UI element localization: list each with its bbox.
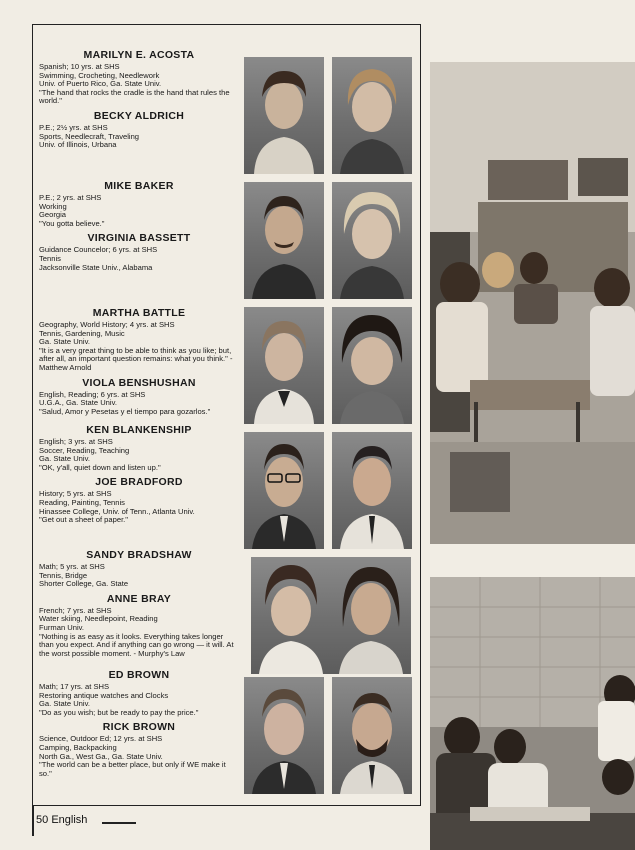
- faculty-name: MARILYN E. ACOSTA: [83, 49, 195, 61]
- classroom-photo: [430, 577, 635, 850]
- faculty-info: Univ. of Puerto Rico, Ga. State Univ.: [39, 79, 162, 89]
- faculty-text-group: [39, 669, 239, 778]
- faculty-info: U.G.A., Ga. State Univ.: [39, 398, 117, 408]
- section-label: English: [51, 814, 88, 826]
- faculty-quote: "Do as you wish; but be ready to pay the price.": [39, 707, 199, 717]
- faculty-info: Geography, World History; 4 yrs. at SHS: [39, 320, 175, 329]
- faculty-info: Hinassee College, Univ. of Tenn., Atlanta Univ.: [39, 506, 195, 516]
- portrait-photo: [331, 557, 411, 674]
- faculty-info: English; 3 yrs. at SHS: [39, 437, 113, 446]
- page-footer: [36, 814, 87, 826]
- faculty-quote: "Nothing is as easy as it looks. Everything takes longer than you expect. And if anything can go wrong — it will. At the worst possible moment. - Murphy's Law: [39, 631, 234, 658]
- faculty-info: Ga. State Univ.: [39, 699, 90, 709]
- faculty-info: Restoring antique watches and Clocks: [39, 690, 169, 700]
- faculty-name: VIOLA BENSHUSHAN: [82, 376, 196, 389]
- faculty-quote: "The hand that rocks the cradle is the hand that rules the world.": [39, 87, 230, 106]
- faculty-info: Reading, Painting, Tennis: [39, 497, 125, 507]
- portrait-photo: [244, 307, 324, 424]
- faculty-info: Ga. State Univ.: [39, 454, 90, 464]
- faculty-info: Furman Univ.: [39, 622, 85, 632]
- faculty-quote: "OK, y'all, quiet down and listen up.": [39, 462, 161, 472]
- faculty-name: ANNE BRAY: [106, 592, 172, 605]
- faculty-name: BECKY ALDRICH: [93, 109, 185, 122]
- faculty-info: Swimming, Crocheting, Needlework: [39, 70, 160, 80]
- faculty-info: P.E.; 2½ yrs. at SHS: [39, 122, 108, 132]
- faculty-text-group: [39, 549, 239, 658]
- portrait-photo: [244, 677, 324, 794]
- faculty-info: Tennis: [39, 253, 61, 263]
- portrait-photo: [244, 57, 324, 174]
- faculty-info: English, Reading; 6 yrs. at SHS: [39, 389, 146, 399]
- faculty-info: North Ga., West Ga., Ga. State Univ.: [39, 751, 163, 761]
- portrait-photo: [332, 57, 412, 174]
- faculty-name: MARTHA BATTLE: [92, 307, 186, 319]
- footer-rule: [102, 822, 136, 824]
- faculty-info: Water skiing, Needlepoint, Reading: [39, 614, 158, 624]
- portrait-photo: [244, 432, 324, 549]
- faculty-quote: "You gotta believe.": [39, 218, 105, 228]
- faculty-info: Science, Outdoor Ed; 12 yrs. at SHS: [39, 734, 163, 744]
- classroom-photo: [430, 62, 635, 544]
- faculty-quote: "Get out a sheet of paper.": [39, 515, 128, 525]
- portrait-photo: [332, 307, 412, 424]
- faculty-name: VIRGINIA BASSETT: [87, 232, 191, 245]
- faculty-info: French; 7 yrs. at SHS: [39, 605, 112, 615]
- faculty-name: MIKE BAKER: [104, 180, 174, 192]
- faculty-quote: "It is a very great thing to be able to think as you like; but, after all, an important question remains: what you think." - Matthew Arnold: [39, 345, 233, 372]
- faculty-text-group: [39, 307, 239, 416]
- faculty-quote: "Salud, Amor y Pesetas y el tiempo para gozarlos.": [39, 406, 211, 416]
- faculty-info: Camping, Backpacking: [39, 742, 117, 752]
- faculty-info: Sports, Needlecraft, Traveling: [39, 131, 140, 141]
- faculty-name: JOE BRADFORD: [95, 476, 183, 489]
- portrait-photo: [251, 557, 331, 674]
- portrait-photo: [332, 432, 412, 549]
- portrait-photo: [244, 182, 324, 299]
- faculty-info: History; 5 yrs. at SHS: [39, 489, 112, 499]
- faculty-info: Georgia: [39, 210, 67, 220]
- faculty-text-group: [39, 49, 239, 150]
- faculty-info: Univ. of Illinois, Urbana: [39, 140, 117, 150]
- faculty-info: Guidance Councelor; 6 yrs. at SHS: [39, 245, 158, 255]
- faculty-name: KEN BLANKENSHIP: [86, 424, 192, 436]
- faculty-info: P.E.; 2 yrs. at SHS: [39, 193, 102, 202]
- faculty-text-group: [39, 180, 239, 272]
- faculty-info: Working: [39, 201, 67, 211]
- faculty-name: SANDY BRADSHAW: [86, 549, 192, 561]
- faculty-text-group: [39, 424, 239, 525]
- faculty-panel: [32, 24, 421, 806]
- faculty-info: Tennis, Gardening, Music: [39, 328, 125, 338]
- footer-rule: [32, 806, 34, 836]
- faculty-info: Soccer, Reading, Teaching: [39, 445, 130, 455]
- faculty-info: Jacksonville State Univ., Alabama: [39, 262, 153, 272]
- portrait-photo: [332, 677, 412, 794]
- faculty-info: Math; 17 yrs. at SHS: [39, 682, 110, 691]
- faculty-name: ED BROWN: [108, 669, 170, 681]
- faculty-name: RICK BROWN: [102, 721, 176, 734]
- faculty-info: Tennis, Bridge: [39, 570, 88, 580]
- faculty-info: Shorter College, Ga. State: [39, 579, 129, 589]
- faculty-quote: "The world can be a better place, but only if WE make it so.": [39, 760, 226, 778]
- portrait-photo: [332, 182, 412, 299]
- page-number: 50: [36, 814, 49, 826]
- faculty-info: Ga. State Univ.: [39, 337, 90, 347]
- faculty-info: Spanish; 10 yrs. at SHS: [39, 62, 120, 71]
- faculty-info: Math; 5 yrs. at SHS: [39, 562, 105, 571]
